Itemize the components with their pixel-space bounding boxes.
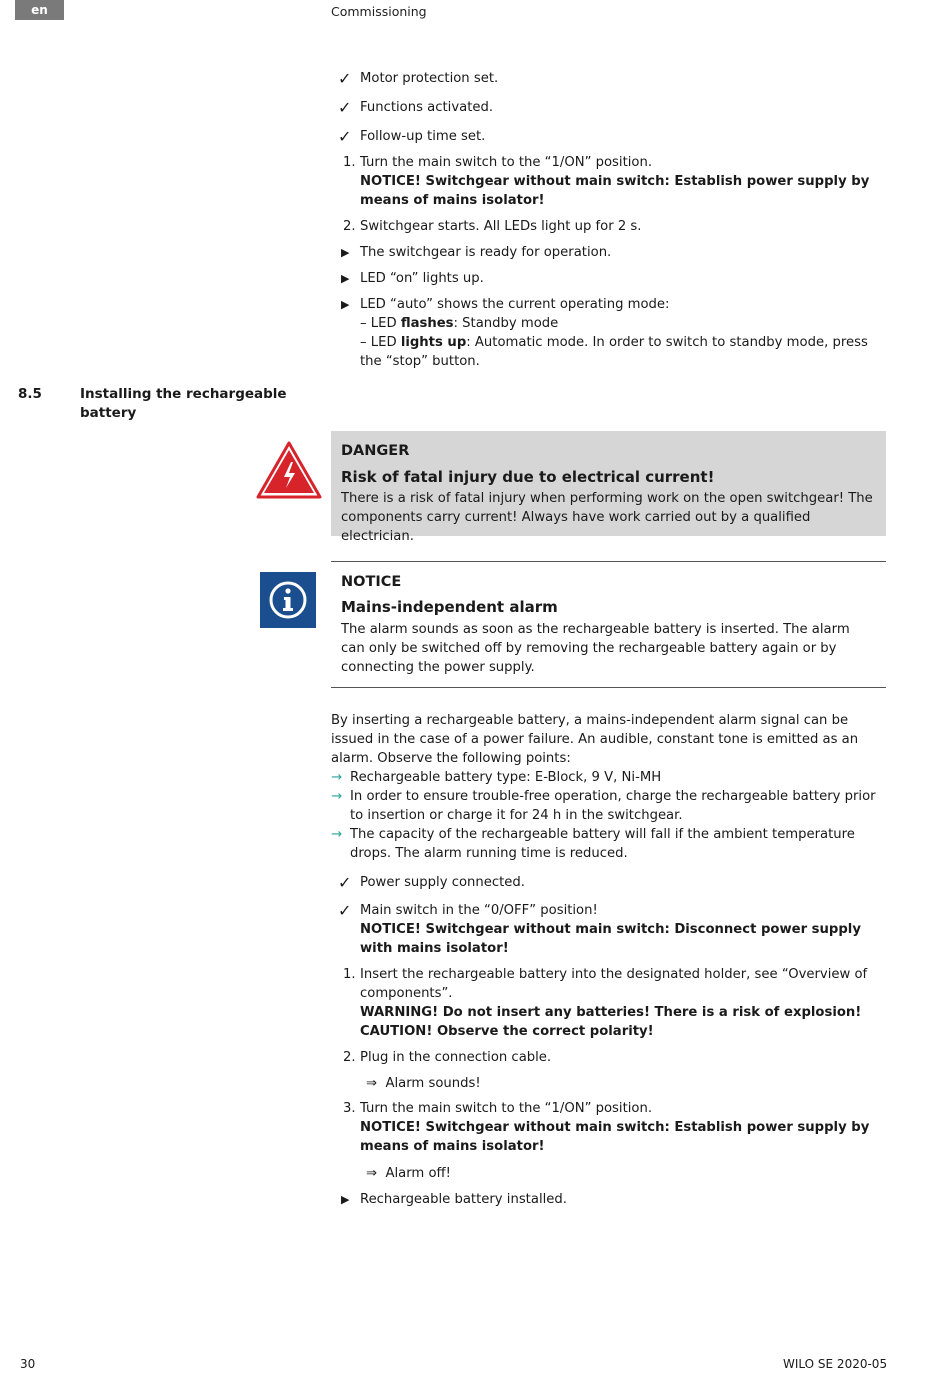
implies-arrow-icon: ⇒ [366, 1076, 378, 1091]
danger-text: There is a risk of fatal injury when performing work on the open switchgear! The components carry current! Always have work carried out by a qualified electrician. [341, 491, 873, 544]
bullet-point: → In order to ensure trouble-free operation, charge the rechargeable battery prior to insertion or charge it for 24 h in the switchgear. [331, 789, 876, 823]
arrow-right-icon: → [331, 770, 343, 785]
info-icon [260, 572, 316, 628]
step-item [338, 217, 883, 236]
publisher-footer: WILO SE 2020-05 [783, 1357, 888, 1371]
checkmark-icon: ✓ [338, 873, 352, 892]
check-item: ✓ Functions activated. [338, 98, 494, 117]
mode-lights-up: – LED lights up: Automatic mode. In order to switch to standby mode, press the “stop” button. [360, 335, 868, 369]
checkmark-icon: ✓ [338, 69, 352, 88]
step-number: 1. [343, 155, 356, 170]
step-number: 2. [343, 219, 356, 234]
danger-subtitle: Risk of fatal injury due to electrical current! [341, 468, 715, 486]
result-item: ▶ LED “on” lights up. [341, 271, 484, 286]
running-header: Commissioning [331, 4, 427, 19]
intro-paragraph: By inserting a rechargeable battery, a mains-independent alarm signal can be issued in the case of a power failure. An audible, constant tone is emitted as an alarm. Observe the following points: [331, 713, 859, 766]
arrow-right-icon: → [331, 789, 343, 804]
notice-text: NOTICE! Switchgear without main switch: Disconnect power supply with mains isolator! [360, 922, 861, 956]
electrical-hazard-icon [255, 440, 323, 500]
check-item: ✓ Main switch in the “0/OFF” position! NOTICE! Switchgear without main switch: Disconnect power supply with mains isolator! [338, 901, 883, 958]
step-item [338, 153, 883, 210]
check-item: ✓ Motor protection set. [338, 69, 499, 88]
step-text: Turn the main switch to the “1/ON” position. [360, 1101, 653, 1116]
mode-flashes: – LED flashes: Standby mode [360, 316, 559, 331]
checkmark-icon: ✓ [338, 901, 352, 920]
checkmark-icon: ✓ [338, 98, 352, 117]
danger-label: DANGER [341, 443, 410, 459]
section-number: 8.5 [18, 386, 42, 402]
step-number: 2. [343, 1050, 356, 1065]
bullet-point: → Rechargeable battery type: E-Block, 9 V, Ni-MH [331, 770, 662, 785]
triangle-right-icon: ▶ [341, 246, 350, 259]
section-title: Installing the rechargeable battery [80, 386, 287, 421]
step-result: ⇒ Alarm off! [366, 1166, 451, 1181]
step-item [338, 1099, 883, 1156]
implies-arrow-icon: ⇒ [366, 1166, 378, 1181]
step-text: Turn the main switch to the “1/ON” position. [360, 155, 653, 170]
page-number: 30 [20, 1357, 36, 1371]
danger-box [331, 431, 886, 544]
notice-text: NOTICE! Switchgear without main switch: Establish power supply by means of mains isolator! [360, 1120, 870, 1154]
result-item: ▶ LED “auto” shows the current operating mode: – LED flashes: Standby mode – LED lights up: Automatic mode. In order to switch to standby mode, press the “stop” button. [338, 295, 883, 371]
step-number: 1. [343, 967, 356, 982]
triangle-right-icon: ▶ [341, 298, 350, 311]
triangle-right-icon: ▶ [341, 1193, 350, 1206]
notice-text: The alarm sounds as soon as the rechargeable battery is inserted. The alarm can only be switched off by removing the rechargeable battery again or by connecting the power supply. [341, 622, 850, 675]
notice-label: NOTICE [341, 574, 402, 590]
step-item [338, 1048, 883, 1067]
result-item: ▶ Rechargeable battery installed. [341, 1192, 567, 1207]
step-text: Plug in the connection cable. [360, 1050, 552, 1065]
step-item [338, 965, 883, 1041]
check-item: ✓ Power supply connected. [338, 873, 525, 892]
warning-text: WARNING! Do not insert any batteries! There is a risk of explosion! [360, 1005, 862, 1020]
arrow-right-icon: → [331, 827, 343, 842]
step-text: Insert the rechargeable battery into the designated holder, see “Overview of components”. [360, 967, 868, 1001]
caution-text: CAUTION! Observe the correct polarity! [360, 1024, 654, 1039]
triangle-right-icon: ▶ [341, 272, 350, 285]
language-tab: en [15, 0, 64, 20]
notice-text: NOTICE! Switchgear without main switch: Establish power supply by means of mains isolator! [360, 174, 870, 208]
checkmark-icon: ✓ [338, 127, 352, 146]
bullet-point: → The capacity of the rechargeable battery will fall if the ambient temperature drops. The alarm running time is reduced. [331, 827, 855, 861]
result-item: ▶ The switchgear is ready for operation. [341, 245, 612, 260]
step-number: 3. [343, 1101, 356, 1116]
step-result: ⇒ Alarm sounds! [366, 1076, 481, 1091]
check-item: ✓ Follow-up time set. [338, 127, 486, 146]
notice-subtitle: Mains-independent alarm [341, 598, 558, 616]
notice-box [331, 561, 886, 688]
step-text: Switchgear starts. All LEDs light up for 2 s. [360, 219, 642, 234]
